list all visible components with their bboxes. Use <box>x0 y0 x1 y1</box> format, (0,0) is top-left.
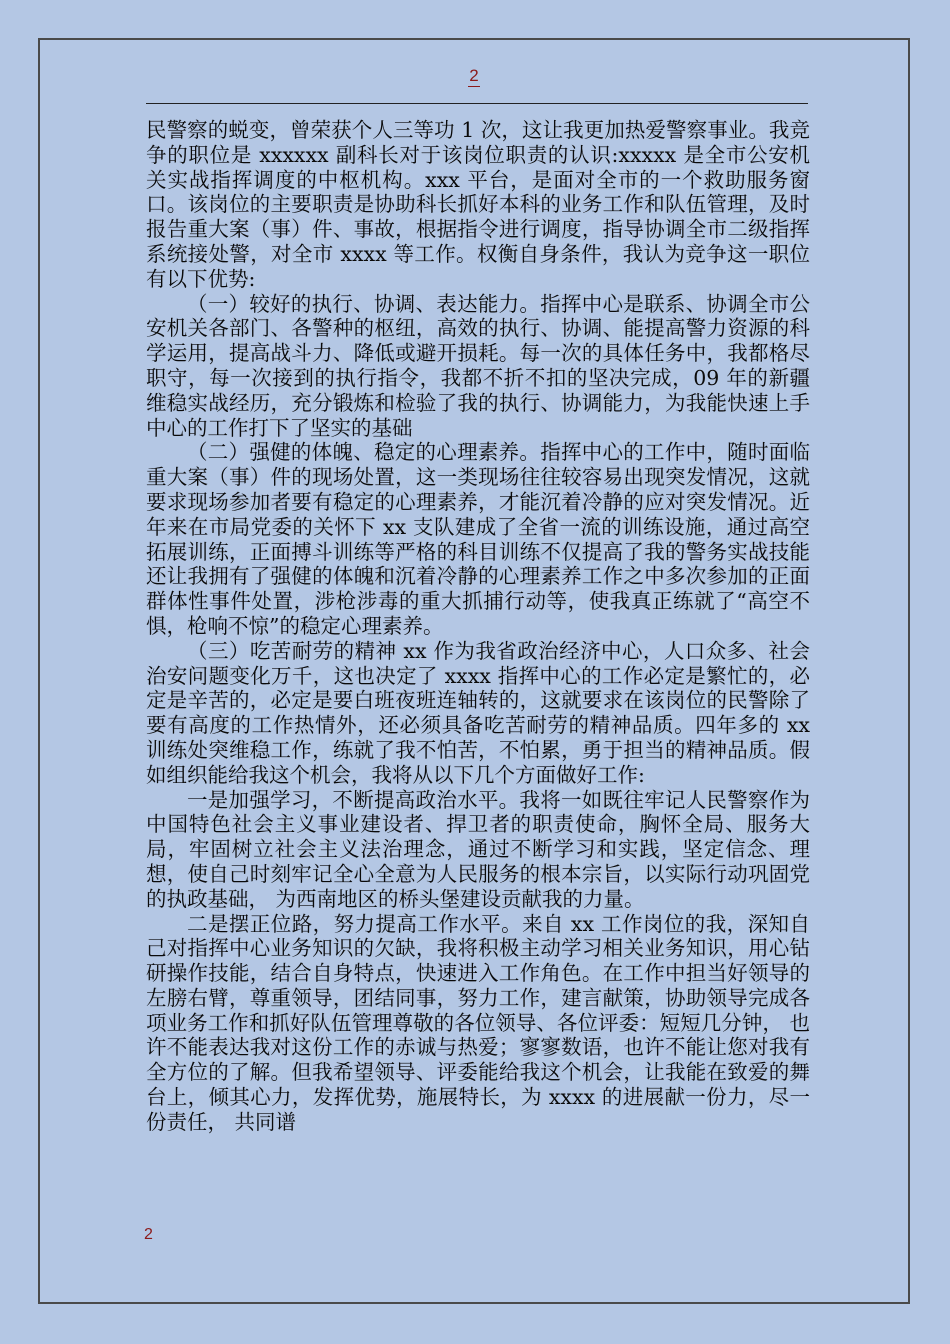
paragraph-continuation: 民警察的蜕变，曾荣获个人三等功 1 次，这让我更加热爱警察事业。我竞争的职位是 xxxxxx 副科长对于该岗位职责的认识:xxxxx 是全市公安机关实战指挥调度的中枢机构。xxx 平台，是面对全市的一个救助服务窗口。该岗位的主要职责是协助科长抓好本科的业务工作和队伍管理，及时报告重大案（事）件、事故，根据指令进行调度，指导协调全市二级指挥系统接处警，对全市 xxxx 等工作。权衡自身条件，我认为竞争这一职位有以下优势: <box>146 118 810 291</box>
paragraph-advantage-3: （三）吃苦耐劳的精神 xx 作为我省政治经济中心，人口众多、社会治安问题变化万千，这也决定了 xxxx 指挥中心的工作必定是繁忙的，必定是辛苦的，必定是要白班夜班连轴转的，这就要求在该岗位的民警除了要有高度的工作热情外，还必须具备吃苦耐劳的精神品质。四年多的 xx 训练处突维稳工作，练就了我不怕苦，不怕累，勇于担当的精神品质。假如组织能给我这个机会，我将从以下几个方面做好工作: <box>146 638 810 787</box>
paragraph-plan-2: 二是摆正位路，努力提高工作水平。来自 xx 工作岗位的我，深知自己对指挥中心业务知识的欠缺，我将积极主动学习相关业务知识，用心钻研操作技能，结合自身特点，快速进入工作角色。在工作中担当好领导的左膀右臂，尊重领导，团结同事，努力工作，建言献策，协助领导完成各项业务工作和抓好队伍管理尊敬的各位领导、各位评委：短短几分钟， 也许不能表达我对这份工作的赤诚与热爱；寥寥数语，也许不能让您对我有全方位的了解。但我希望领导、评委能给我这个机会，让我能在致爱的舞台上，倾其心力，发挥优势，施展特长，为 xxxx 的进展献一份力，尽一份责任， 共同谱 <box>146 911 810 1134</box>
document-body <box>146 118 810 1135</box>
document-page <box>38 38 910 1304</box>
header-divider <box>146 103 808 104</box>
footer-page-number: 2 <box>144 1226 153 1243</box>
paragraph-plan-1: 一是加强学习，不断提高政治水平。我将一如既往牢记人民警察作为中国特色社会主义事业建设者、捍卫者的职责使命，胸怀全局、服务大局，牢固树立社会主义法治理念，通过不断学习和实践，坚定信念、理想，使自己时刻牢记全心全意为人民服务的根本宗旨，以实际行动巩固党的执政基础， 为西南地区的桥头堡建设贡献我的力量。 <box>146 787 810 911</box>
paragraph-advantage-2: （二）强健的体魄、稳定的心理素养。指挥中心的工作中，随时面临重大案（事）件的现场处置，这一类现场往往较容易出现突发情况，这就要求现场参加者要有稳定的心理素养，才能沉着冷静的应对突发情况。近年来在市局党委的关怀下 xx 支队建成了全省一流的训练设施，通过高空拓展训练，正面搏斗训练等严格的科目训练不仅提高了我的警务实战技能还让我拥有了强健的体魄和沉着冷静的心理素养工作之中多次参加的正面群体性事件处置，涉枪涉毒的重大抓捕行动等，使我真正练就了“高空不惧，枪响不惊”的稳定心理素养。 <box>146 440 810 638</box>
paragraph-advantage-1: （一）较好的执行、协调、表达能力。指挥中心是联系、协调全市公安机关各部门、各警种的枢纽，高效的执行、协调、能提高警力资源的科学运用，提高战斗力、降低或避开损耗。每一次的具体任务中，我都格尽职守，每一次接到的执行指令，我都不折不扣的坚决完成，09 年的新疆维稳实战经历，充分锻炼和检验了我的执行、协调能力，为我能快速上手中心的工作打下了坚实的基础 <box>146 291 810 440</box>
header-page-number: 2 <box>469 66 479 85</box>
